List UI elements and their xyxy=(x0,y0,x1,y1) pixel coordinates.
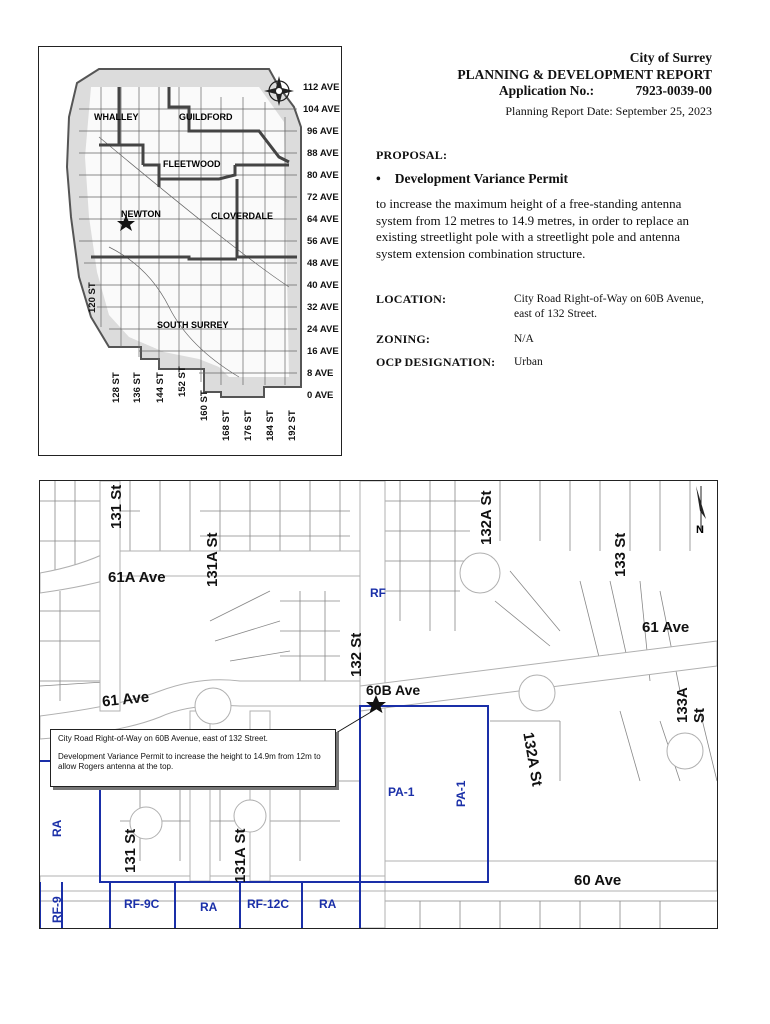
key-map-svg xyxy=(39,47,341,455)
ave-72: 72 AVE xyxy=(307,192,339,203)
ocp-value: Urban xyxy=(514,356,543,368)
location-value: City Road Right-of-Way on 60B Avenue, east of 132 Street. xyxy=(514,293,704,320)
ave-16: 16 AVE xyxy=(307,346,339,357)
area-fleetwood: FLEETWOOD xyxy=(163,159,221,169)
street-131-st-south: 131 St xyxy=(122,828,139,873)
street-131a-st-north: 131A St xyxy=(204,532,221,587)
ave-64: 64 AVE xyxy=(307,214,339,225)
ave-112: 112 AVE xyxy=(303,82,340,93)
zone-rf9: RF-9 xyxy=(50,896,64,923)
st-152: 152 ST xyxy=(177,366,188,397)
application-label: Application No.: xyxy=(498,83,595,98)
zone-ra-mid: RA xyxy=(200,900,218,914)
ave-32: 32 AVE xyxy=(307,302,339,313)
proposal-heading: PROPOSAL: xyxy=(376,148,448,162)
ave-0: 0 AVE xyxy=(307,390,334,401)
site-callout xyxy=(50,729,336,787)
key-map xyxy=(38,46,342,456)
area-south-surrey: SOUTH SURREY xyxy=(157,320,229,330)
street-131a-st-south: 131A St xyxy=(232,828,249,883)
street-132a-st-north: 132A St xyxy=(478,490,495,545)
area-cloverdale: CLOVERDALE xyxy=(211,211,274,221)
street-61-ave-west: 61 Ave xyxy=(101,688,151,711)
zone-rf: RF xyxy=(370,586,386,600)
ave-24: 24 AVE xyxy=(307,324,339,335)
zone-rf9c: RF-9C xyxy=(124,897,160,911)
street-60-ave: 60 Ave xyxy=(574,872,622,889)
area-whalley: WHALLEY xyxy=(94,112,139,122)
ave-40: 40 AVE xyxy=(307,280,339,291)
st-128: 128 ST xyxy=(111,372,122,403)
application-number: 7923-0039-00 xyxy=(635,83,712,98)
street-133-st: 133 St xyxy=(612,532,629,577)
st-136: 136 ST xyxy=(132,372,143,403)
street-61-ave-east: 61 Ave xyxy=(642,619,690,636)
ave-8: 8 AVE xyxy=(307,368,334,379)
st-184: 184 ST xyxy=(265,410,276,441)
street-61a-ave: 61A Ave xyxy=(108,569,166,586)
ave-88: 88 AVE xyxy=(307,148,339,159)
ave-56: 56 AVE xyxy=(307,236,339,247)
callout-permit: Development Variance Permit to increase the height to 14.9m from 12m to allow Rogers antenna at the top. xyxy=(58,752,321,771)
street-132-st: 132 St xyxy=(348,632,365,677)
zone-rf12c: RF-12C xyxy=(247,897,290,911)
callout-location: City Road Right-of-Way on 60B Avenue, east of 132 Street. xyxy=(58,734,268,743)
st-176: 176 ST xyxy=(243,410,254,441)
zoning-value: N/A xyxy=(514,333,534,345)
st-192: 192 ST xyxy=(287,410,298,441)
zone-pa1-main: PA-1 xyxy=(388,785,415,799)
street-133a-st: 133A St xyxy=(674,687,708,723)
ave-96: 96 AVE xyxy=(307,126,339,137)
zone-pa1-vertical: PA-1 xyxy=(454,780,468,807)
area-newton: NEWTON xyxy=(121,209,161,219)
report-title: PLANNING & DEVELOPMENT REPORT xyxy=(457,67,712,82)
ave-48: 48 AVE xyxy=(307,258,339,269)
application-line xyxy=(472,83,712,99)
ocp-label: OCP DESIGNATION: xyxy=(376,355,496,369)
proposal-title: Development Variance Permit xyxy=(394,171,568,186)
proposal-bullet xyxy=(376,171,568,187)
street-60b-ave: 60B Ave xyxy=(366,682,421,698)
report-date: Planning Report Date: September 25, 2023 xyxy=(505,104,712,118)
area-guildford: GUILDFORD xyxy=(179,112,233,122)
north-label: N xyxy=(696,524,704,536)
st-120: 120 ST xyxy=(87,282,98,313)
city-name: City of Surrey xyxy=(629,50,712,65)
ave-104: 104 AVE xyxy=(303,104,340,115)
location-label: LOCATION: xyxy=(376,292,447,306)
proposal-description: to increase the maximum height of a free-standing antenna system from 12 metres to 14.9 metres, in order to replace an existing streetlight pole with a streetlight pole and antenna system extension combination structure. xyxy=(376,196,689,261)
street-132a-st-south: 132A St xyxy=(519,731,546,788)
zone-ra-east: RA xyxy=(319,897,337,911)
ave-80: 80 AVE xyxy=(307,170,339,181)
st-144: 144 ST xyxy=(155,372,166,403)
st-168: 168 ST xyxy=(221,410,232,441)
zone-ra-west: RA xyxy=(50,819,64,837)
st-160: 160 ST xyxy=(199,390,210,421)
street-131-st-north: 131 St xyxy=(108,484,125,529)
bullet-icon: • xyxy=(376,171,381,186)
site-map xyxy=(39,480,718,929)
zoning-label: ZONING: xyxy=(376,332,431,346)
